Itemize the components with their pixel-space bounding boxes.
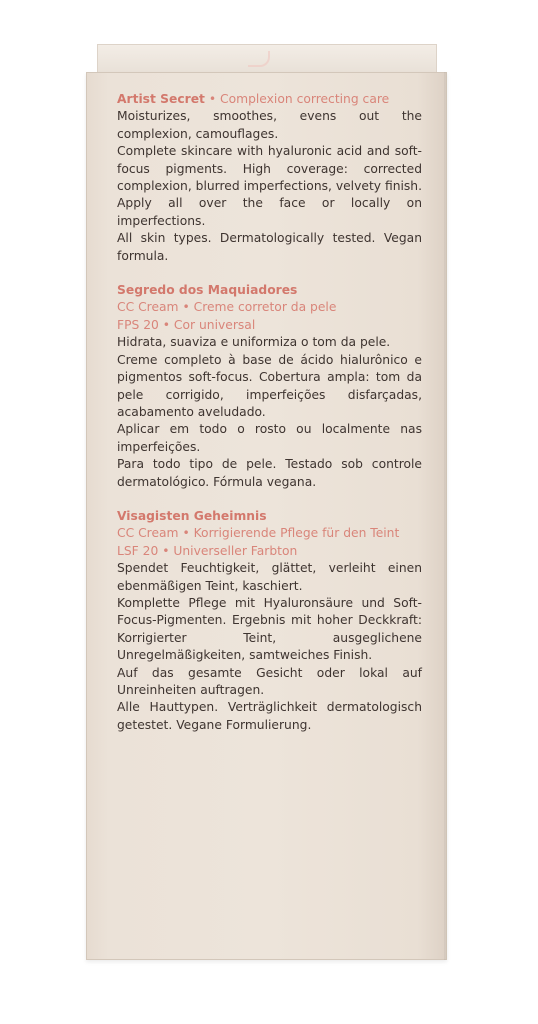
- box-edge-shadow: [444, 72, 448, 960]
- paragraph: Alle Hauttypen. Verträglichkeit dermatologisch getestet. Vegane Formulierung.: [117, 700, 422, 732]
- paragraph: Komplette Pflege mit Hyaluronsäure und Soft-Focus-Pigmenten. Ergebnis mit hoher Deckkraft: Korrigierter Teint, ausgeglichene Unregelmäßigkeiten, samtweiches Finish.: [117, 595, 422, 663]
- paragraph: Apply all over the face or locally on imperfections.: [117, 196, 422, 228]
- paragraph: Spendet Feuchtigkeit, glättet, verleiht einen ebenmäßigen Teint, kaschiert.: [117, 561, 422, 593]
- logo-mark-icon: [248, 51, 270, 67]
- section-portuguese: [117, 282, 422, 491]
- paragraph: Creme completo à base de ácido hialurônico e pigmentos soft-focus. Cobertura ampla: tom da pele corrigido, imperfeições disfarçadas, acabamento aveludado.: [117, 352, 422, 419]
- product-description-text: [117, 91, 422, 734]
- section-subline: FPS 20 • Cor universal: [117, 317, 256, 332]
- box-top-flap: [97, 44, 437, 72]
- paragraph: Hidrata, suaviza e uniformiza o tom da pele.: [117, 335, 391, 350]
- section-subline: CC Cream • Korrigierende Pflege für den Teint: [117, 526, 400, 541]
- section-heading: Segredo dos Maquiadores: [117, 283, 298, 298]
- section-heading: Artist Secret: [117, 92, 205, 106]
- paragraph: Auf das gesamte Gesicht oder lokal auf Unreinheiten auftragen.: [117, 665, 422, 697]
- section-german: [117, 508, 422, 734]
- paragraph: Aplicar em todo o rosto ou localmente nas imperfeições.: [117, 422, 422, 454]
- paragraph: All skin types. Dermatologically tested. Vegan formula.: [117, 231, 422, 263]
- section-heading: Visagisten Geheimnis: [117, 508, 267, 523]
- section-subline: CC Cream • Creme corretor da pele: [117, 300, 337, 315]
- paragraph: Para todo tipo de pele. Testado sob controle dermatológico. Fórmula vegana.: [117, 457, 422, 489]
- heading-separator: •: [204, 92, 220, 106]
- section-heading-line: [117, 91, 422, 108]
- paragraph: Moisturizes, smoothes, evens out the complexion, camouflages.: [117, 109, 422, 141]
- section-english: [117, 91, 422, 265]
- paragraph: Complete skincare with hyaluronic acid and soft-focus pigments. High coverage: corrected complexion, blurred imperfections, velvety finish.: [117, 144, 423, 194]
- section-subline: LSF 20 • Universeller Farbton: [117, 543, 298, 558]
- section-subtitle: Complexion correcting care: [220, 92, 390, 106]
